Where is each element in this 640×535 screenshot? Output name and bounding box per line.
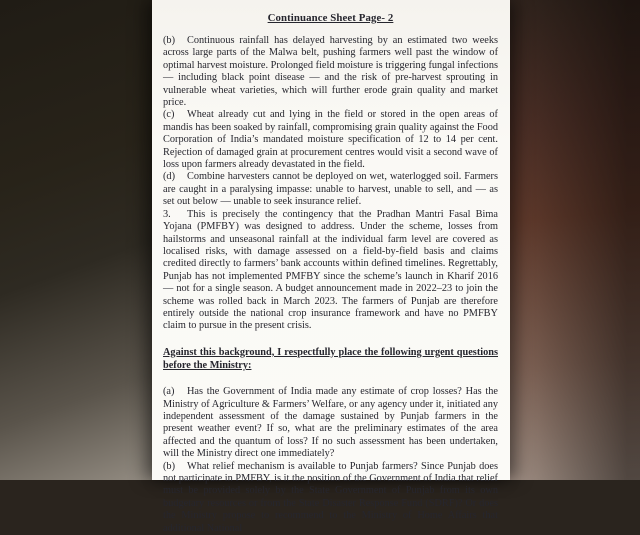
paragraph-c <box>163 109 498 171</box>
question-b <box>163 461 498 535</box>
paragraph-3 <box>163 209 498 333</box>
question-a-text: Has the Government of India made any estimate of crop losses? Has the Ministry of Agriculture & Farmers’ Welfare, or any agency under it, initiated any independent assessment of the damage sustained by Punjab farmers in the present weather event? If so, what are the preliminary estimates of the area affected and the quantum of loss? If no such assessment has been undertaken, will the Ministry direct one immediately? <box>163 386 498 460</box>
question-b-label: (b) <box>163 460 176 472</box>
document-title: Continuance Sheet Page- 2 <box>267 12 394 24</box>
paragraph-d-text: Combine harvesters cannot be deployed on wet, waterlogged soil. Farmers are caught in a paralysing impasse: unable to harvest, unable to sell, and — as set out below — unable to seek insurance relief. <box>163 171 498 208</box>
paragraph-b-label: (b) <box>163 35 176 46</box>
paragraph-d <box>163 171 498 208</box>
paragraph-b-text: Continuous rainfall has delayed harvesting by an estimated two weeks across large parts of the Malwa belt, pushing farmers well past the window of optimal harvest moisture. Prolonged field moisture is triggering fungal infections — including black point disease — and the risk of pre-harvest sprouting in vulnerable wheat varieties, which will further erode grain quality and market price. <box>163 35 498 109</box>
backdrop-right <box>510 0 640 480</box>
paragraph-c-label: (c) <box>163 109 175 121</box>
question-b-text: What relief mechanism is available to Punjab farmers? Since Punjab does not participate in PMFBY, is it the position of the Government of India that relief must be provided solely by the State Government of Punjab from its own budgetary resources or from the State Disaster Response Fund (SDRF)? Or does the Ministry propose to recommend to the Ministry of Home Affairs that additional National <box>163 460 498 534</box>
document-page <box>152 0 510 534</box>
question-a-label: (a) <box>163 386 175 398</box>
paragraph-b <box>163 35 498 109</box>
paragraph-c-text: Wheat already cut and lying in the field or stored in the open areas of mandis has been soaked by rainfall, compromising grain quality against the Food Corporation of India’s mandated moisture specification of 12 to 14 per cent. Rejection of damaged grain at procurement centres would visit a second wave of loss upon farmers already devastated in the field. <box>163 109 498 171</box>
question-a <box>163 386 498 460</box>
section-heading: Against this background, I respectfully place the following urgent questions before the Ministry: <box>163 346 498 371</box>
paragraph-3-text: This is precisely the contingency that the Pradhan Mantri Fasal Bima Yojana (PMFBY) was designed to address. Under the scheme, losses from hailstorms and unseasonal rainfall at the individual farm level are covered as localised risks, with damage assessed on a field-by-field basis and claims credited directly to farmers’ bank accounts within defined timelines. Regrettably, Punjab has not implemented PMFBY since the scheme’s launch in Kharif 2016 — not for a single season. A budget announcement made in 2022–23 to join the scheme was rolled back in March 2023. The farmers of Punjab are therefore entirely outside the national crop insurance framework and have no PMFBY claim to pursue in the present crisis. <box>163 208 498 332</box>
paragraph-d-label: (d) <box>163 171 176 183</box>
paragraph-3-label: 3. <box>163 208 171 220</box>
backdrop-left <box>0 0 152 480</box>
